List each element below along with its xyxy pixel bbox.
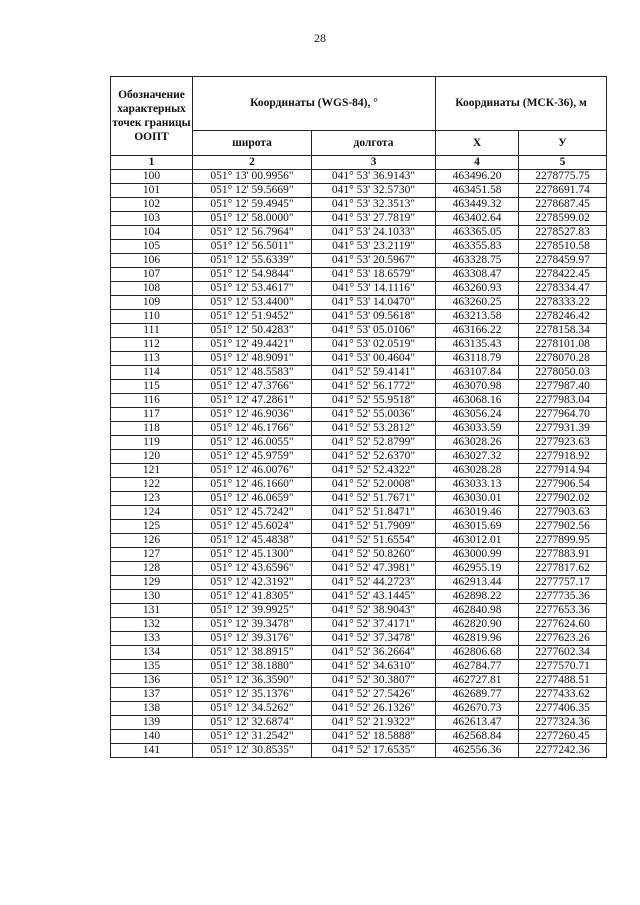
- table-row: [111, 394, 607, 408]
- table-row: [111, 548, 607, 562]
- point-number-cell: 125: [111, 520, 193, 534]
- longitude-cell: 041° 52' 52.8799": [312, 436, 436, 450]
- latitude-cell: 051° 12' 45.9759": [193, 450, 312, 464]
- longitude-cell: 041° 52' 21.9322": [312, 716, 436, 730]
- y-coordinate-cell: 2277817.62: [519, 562, 607, 576]
- point-number-cell: 100: [111, 170, 193, 184]
- x-coordinate-cell: 463000.99: [436, 548, 519, 562]
- table-row: [111, 324, 607, 338]
- latitude-cell: 051° 12' 42.3192": [193, 576, 312, 590]
- longitude-cell: 041° 53' 02.0519": [312, 338, 436, 352]
- header-x: X: [436, 131, 519, 156]
- table-row: [111, 590, 607, 604]
- point-number-cell: 126: [111, 534, 193, 548]
- y-coordinate-cell: 2278599.02: [519, 212, 607, 226]
- latitude-cell: 051° 12' 47.3766": [193, 380, 312, 394]
- x-coordinate-cell: 462898.22: [436, 590, 519, 604]
- latitude-cell: 051° 12' 35.1376": [193, 688, 312, 702]
- table-row: [111, 212, 607, 226]
- point-number-cell: 132: [111, 618, 193, 632]
- y-coordinate-cell: 2278691.74: [519, 184, 607, 198]
- longitude-cell: 041° 52' 18.5888": [312, 730, 436, 744]
- x-coordinate-cell: 462727.81: [436, 674, 519, 688]
- x-coordinate-cell: 463135.43: [436, 338, 519, 352]
- y-coordinate-cell: 2277433.62: [519, 688, 607, 702]
- longitude-cell: 041° 52' 51.7909": [312, 520, 436, 534]
- point-number-cell: 140: [111, 730, 193, 744]
- table-row: [111, 380, 607, 394]
- y-coordinate-cell: 2277260.45: [519, 730, 607, 744]
- longitude-cell: 041° 53' 32.3513": [312, 198, 436, 212]
- latitude-cell: 051° 12' 45.1300": [193, 548, 312, 562]
- latitude-cell: 051° 12' 47.2861": [193, 394, 312, 408]
- x-coordinate-cell: 462556.36: [436, 744, 519, 758]
- x-coordinate-cell: 463355.83: [436, 240, 519, 254]
- longitude-cell: 041° 52' 27.5426": [312, 688, 436, 702]
- column-number: 3: [312, 156, 436, 170]
- x-coordinate-cell: 462840.98: [436, 604, 519, 618]
- y-coordinate-cell: 2277987.40: [519, 380, 607, 394]
- header-y: У: [519, 131, 607, 156]
- table-row: [111, 352, 607, 366]
- longitude-cell: 041° 52' 37.3478": [312, 632, 436, 646]
- longitude-cell: 041° 53' 00.4604": [312, 352, 436, 366]
- longitude-cell: 041° 53' 24.1033": [312, 226, 436, 240]
- longitude-cell: 041° 52' 55.0036": [312, 408, 436, 422]
- table-row: [111, 184, 607, 198]
- y-coordinate-cell: 2277931.39: [519, 422, 607, 436]
- point-number-cell: 105: [111, 240, 193, 254]
- x-coordinate-cell: 462613.47: [436, 716, 519, 730]
- y-coordinate-cell: 2278070.28: [519, 352, 607, 366]
- table-row: [111, 422, 607, 436]
- x-coordinate-cell: 463033.59: [436, 422, 519, 436]
- longitude-cell: 041° 52' 43.1445": [312, 590, 436, 604]
- x-coordinate-cell: 463027.32: [436, 450, 519, 464]
- table-row: [111, 506, 607, 520]
- longitude-cell: 041° 52' 17.6535": [312, 744, 436, 758]
- y-coordinate-cell: 2277902.02: [519, 492, 607, 506]
- table-row: [111, 744, 607, 758]
- point-number-cell: 112: [111, 338, 193, 352]
- y-coordinate-cell: 2277324.36: [519, 716, 607, 730]
- latitude-cell: 051° 12' 45.7242": [193, 506, 312, 520]
- table-row: [111, 478, 607, 492]
- x-coordinate-cell: 463213.58: [436, 310, 519, 324]
- table-row: [111, 730, 607, 744]
- point-number-cell: 103: [111, 212, 193, 226]
- latitude-cell: 051° 12' 39.3176": [193, 632, 312, 646]
- y-coordinate-cell: 2278527.83: [519, 226, 607, 240]
- longitude-cell: 041° 53' 09.5618": [312, 310, 436, 324]
- longitude-cell: 041° 52' 51.8471": [312, 506, 436, 520]
- point-number-cell: 129: [111, 576, 193, 590]
- latitude-cell: 051° 12' 53.4400": [193, 296, 312, 310]
- x-coordinate-cell: 462784.77: [436, 660, 519, 674]
- longitude-cell: 041° 52' 52.4322": [312, 464, 436, 478]
- x-coordinate-cell: 462913.44: [436, 576, 519, 590]
- longitude-cell: 041° 53' 14.0470": [312, 296, 436, 310]
- table-row: [111, 520, 607, 534]
- point-number-cell: 122: [111, 478, 193, 492]
- table-row: [111, 576, 607, 590]
- latitude-cell: 051° 12' 46.1660": [193, 478, 312, 492]
- latitude-cell: 051° 12' 50.4283": [193, 324, 312, 338]
- table-row: [111, 408, 607, 422]
- y-coordinate-cell: 2277242.36: [519, 744, 607, 758]
- point-number-cell: 124: [111, 506, 193, 520]
- point-number-cell: 110: [111, 310, 193, 324]
- latitude-cell: 051° 12' 56.5011": [193, 240, 312, 254]
- table-row: [111, 674, 607, 688]
- y-coordinate-cell: 2278775.75: [519, 170, 607, 184]
- latitude-cell: 051° 12' 41.8305": [193, 590, 312, 604]
- x-coordinate-cell: 463260.25: [436, 296, 519, 310]
- point-number-cell: 127: [111, 548, 193, 562]
- x-coordinate-cell: 463028.28: [436, 464, 519, 478]
- latitude-cell: 051° 12' 46.1766": [193, 422, 312, 436]
- header-designation: Обозначение характерных точек границы ООПТ: [111, 77, 193, 156]
- latitude-cell: 051° 12' 38.8915": [193, 646, 312, 660]
- table-row: [111, 562, 607, 576]
- y-coordinate-cell: 2277653.36: [519, 604, 607, 618]
- y-coordinate-cell: 2277406.35: [519, 702, 607, 716]
- y-coordinate-cell: 2278334.47: [519, 282, 607, 296]
- y-coordinate-cell: 2277757.17: [519, 576, 607, 590]
- table-column-numbers-row: [111, 156, 607, 170]
- table-row: [111, 198, 607, 212]
- y-coordinate-cell: 2278333.22: [519, 296, 607, 310]
- latitude-cell: 051° 12' 53.4617": [193, 282, 312, 296]
- header-latitude: широта: [193, 131, 312, 156]
- latitude-cell: 051° 12' 59.5669": [193, 184, 312, 198]
- x-coordinate-cell: 463260.93: [436, 282, 519, 296]
- y-coordinate-cell: 2278422.45: [519, 268, 607, 282]
- y-coordinate-cell: 2277914.94: [519, 464, 607, 478]
- point-number-cell: 114: [111, 366, 193, 380]
- point-number-cell: 113: [111, 352, 193, 366]
- point-number-cell: 109: [111, 296, 193, 310]
- table-row: [111, 450, 607, 464]
- longitude-cell: 041° 53' 23.2119": [312, 240, 436, 254]
- latitude-cell: 051° 12' 55.6339": [193, 254, 312, 268]
- table-row: [111, 702, 607, 716]
- longitude-cell: 041° 52' 51.7671": [312, 492, 436, 506]
- x-coordinate-cell: 462568.84: [436, 730, 519, 744]
- y-coordinate-cell: 2278510.58: [519, 240, 607, 254]
- latitude-cell: 051° 12' 59.4945": [193, 198, 312, 212]
- y-coordinate-cell: 2277570.71: [519, 660, 607, 674]
- y-coordinate-cell: 2277983.04: [519, 394, 607, 408]
- longitude-cell: 041° 52' 36.2664": [312, 646, 436, 660]
- latitude-cell: 051° 12' 45.6024": [193, 520, 312, 534]
- point-number-cell: 131: [111, 604, 193, 618]
- column-number: 5: [519, 156, 607, 170]
- y-coordinate-cell: 2278158.34: [519, 324, 607, 338]
- longitude-cell: 041° 52' 59.4141": [312, 366, 436, 380]
- latitude-cell: 051° 12' 36.3590": [193, 674, 312, 688]
- y-coordinate-cell: 2277624.60: [519, 618, 607, 632]
- y-coordinate-cell: 2278101.08: [519, 338, 607, 352]
- header-wgs84: Координаты (WGS-84), °: [193, 77, 436, 131]
- point-number-cell: 115: [111, 380, 193, 394]
- point-number-cell: 108: [111, 282, 193, 296]
- latitude-cell: 051° 12' 43.6596": [193, 562, 312, 576]
- table-row: [111, 534, 607, 548]
- latitude-cell: 051° 12' 48.9091": [193, 352, 312, 366]
- x-coordinate-cell: 462820.90: [436, 618, 519, 632]
- y-coordinate-cell: 2277488.51: [519, 674, 607, 688]
- coordinates-table: [110, 76, 607, 758]
- longitude-cell: 041° 52' 37.4171": [312, 618, 436, 632]
- longitude-cell: 041° 52' 50.8260": [312, 548, 436, 562]
- point-number-cell: 133: [111, 632, 193, 646]
- point-number-cell: 106: [111, 254, 193, 268]
- longitude-cell: 041° 52' 44.2723": [312, 576, 436, 590]
- column-number: 2: [193, 156, 312, 170]
- table-header-row: [111, 77, 607, 131]
- longitude-cell: 041° 53' 20.5967": [312, 254, 436, 268]
- latitude-cell: 051° 12' 46.0055": [193, 436, 312, 450]
- y-coordinate-cell: 2277735.36: [519, 590, 607, 604]
- y-coordinate-cell: 2277602.34: [519, 646, 607, 660]
- table-row: [111, 632, 607, 646]
- latitude-cell: 051° 12' 48.5583": [193, 366, 312, 380]
- latitude-cell: 051° 12' 34.5262": [193, 702, 312, 716]
- point-number-cell: 111: [111, 324, 193, 338]
- x-coordinate-cell: 463496.20: [436, 170, 519, 184]
- latitude-cell: 051° 12' 46.9036": [193, 408, 312, 422]
- y-coordinate-cell: 2277964.70: [519, 408, 607, 422]
- longitude-cell: 041° 52' 52.6370": [312, 450, 436, 464]
- table-row: [111, 310, 607, 324]
- x-coordinate-cell: 463451.58: [436, 184, 519, 198]
- x-coordinate-cell: 463012.01: [436, 534, 519, 548]
- point-number-cell: 120: [111, 450, 193, 464]
- longitude-cell: 041° 53' 27.7819": [312, 212, 436, 226]
- table-row: [111, 296, 607, 310]
- header-msk36: Координаты (МСК-36), м: [436, 77, 607, 131]
- x-coordinate-cell: 462689.77: [436, 688, 519, 702]
- latitude-cell: 051° 12' 49.4421": [193, 338, 312, 352]
- latitude-cell: 051° 12' 38.1880": [193, 660, 312, 674]
- table-row: [111, 716, 607, 730]
- point-number-cell: 128: [111, 562, 193, 576]
- latitude-cell: 051° 13' 00.9956": [193, 170, 312, 184]
- point-number-cell: 101: [111, 184, 193, 198]
- x-coordinate-cell: 463328.75: [436, 254, 519, 268]
- x-coordinate-cell: 463030.01: [436, 492, 519, 506]
- table-row: [111, 604, 607, 618]
- table-row: [111, 436, 607, 450]
- x-coordinate-cell: 462819.96: [436, 632, 519, 646]
- point-number-cell: 137: [111, 688, 193, 702]
- latitude-cell: 051° 12' 31.2542": [193, 730, 312, 744]
- point-number-cell: 102: [111, 198, 193, 212]
- x-coordinate-cell: 463015.69: [436, 520, 519, 534]
- point-number-cell: 134: [111, 646, 193, 660]
- longitude-cell: 041° 52' 51.6554": [312, 534, 436, 548]
- table-row: [111, 464, 607, 478]
- table-row: [111, 226, 607, 240]
- latitude-cell: 051° 12' 32.6874": [193, 716, 312, 730]
- column-number: 4: [436, 156, 519, 170]
- table-row: [111, 240, 607, 254]
- x-coordinate-cell: 462670.73: [436, 702, 519, 716]
- table-row: [111, 660, 607, 674]
- latitude-cell: 051° 12' 39.3478": [193, 618, 312, 632]
- table-row: [111, 618, 607, 632]
- x-coordinate-cell: 463068.16: [436, 394, 519, 408]
- table-row: [111, 338, 607, 352]
- y-coordinate-cell: 2278687.45: [519, 198, 607, 212]
- x-coordinate-cell: 463365.05: [436, 226, 519, 240]
- x-coordinate-cell: 463118.79: [436, 352, 519, 366]
- longitude-cell: 041° 53' 05.0106": [312, 324, 436, 338]
- y-coordinate-cell: 2277923.63: [519, 436, 607, 450]
- longitude-cell: 041° 53' 36.9143": [312, 170, 436, 184]
- longitude-cell: 041° 52' 30.3807": [312, 674, 436, 688]
- point-number-cell: 104: [111, 226, 193, 240]
- table-row: [111, 268, 607, 282]
- point-number-cell: 130: [111, 590, 193, 604]
- point-number-cell: 107: [111, 268, 193, 282]
- x-coordinate-cell: 463308.47: [436, 268, 519, 282]
- longitude-cell: 041° 52' 53.2812": [312, 422, 436, 436]
- longitude-cell: 041° 52' 47.3981": [312, 562, 436, 576]
- longitude-cell: 041° 52' 55.9518": [312, 394, 436, 408]
- header-longitude: долгота: [312, 131, 436, 156]
- longitude-cell: 041° 52' 52.0008": [312, 478, 436, 492]
- x-coordinate-cell: 462806.68: [436, 646, 519, 660]
- y-coordinate-cell: 2278459.97: [519, 254, 607, 268]
- y-coordinate-cell: 2277918.92: [519, 450, 607, 464]
- table-row: [111, 492, 607, 506]
- latitude-cell: 051° 12' 51.9452": [193, 310, 312, 324]
- point-number-cell: 117: [111, 408, 193, 422]
- y-coordinate-cell: 2277906.54: [519, 478, 607, 492]
- latitude-cell: 051° 12' 45.4838": [193, 534, 312, 548]
- point-number-cell: 118: [111, 422, 193, 436]
- table-row: [111, 688, 607, 702]
- table-row: [111, 254, 607, 268]
- table-row: [111, 282, 607, 296]
- x-coordinate-cell: 463402.64: [436, 212, 519, 226]
- point-number-cell: 116: [111, 394, 193, 408]
- longitude-cell: 041° 52' 26.1326": [312, 702, 436, 716]
- x-coordinate-cell: 463019.46: [436, 506, 519, 520]
- x-coordinate-cell: 463033.13: [436, 478, 519, 492]
- y-coordinate-cell: 2278050.03: [519, 366, 607, 380]
- page-number: 28: [314, 31, 326, 45]
- point-number-cell: 123: [111, 492, 193, 506]
- x-coordinate-cell: 463070.98: [436, 380, 519, 394]
- y-coordinate-cell: 2277902.56: [519, 520, 607, 534]
- point-number-cell: 138: [111, 702, 193, 716]
- longitude-cell: 041° 53' 14.1116": [312, 282, 436, 296]
- longitude-cell: 041° 53' 18.6579": [312, 268, 436, 282]
- latitude-cell: 051° 12' 54.9844": [193, 268, 312, 282]
- longitude-cell: 041° 52' 56.1772": [312, 380, 436, 394]
- point-number-cell: 136: [111, 674, 193, 688]
- y-coordinate-cell: 2277883.91: [519, 548, 607, 562]
- y-coordinate-cell: 2278246.42: [519, 310, 607, 324]
- latitude-cell: 051° 12' 58.0000": [193, 212, 312, 226]
- table-row: [111, 170, 607, 184]
- longitude-cell: 041° 52' 38.9043": [312, 604, 436, 618]
- longitude-cell: 041° 53' 32.5730": [312, 184, 436, 198]
- x-coordinate-cell: 463166.22: [436, 324, 519, 338]
- x-coordinate-cell: 463107.84: [436, 366, 519, 380]
- latitude-cell: 051° 12' 30.8535": [193, 744, 312, 758]
- point-number-cell: 119: [111, 436, 193, 450]
- longitude-cell: 041° 52' 34.6310": [312, 660, 436, 674]
- table-row: [111, 366, 607, 380]
- y-coordinate-cell: 2277899.95: [519, 534, 607, 548]
- point-number-cell: 141: [111, 744, 193, 758]
- column-number: 1: [111, 156, 193, 170]
- point-number-cell: 139: [111, 716, 193, 730]
- table-row: [111, 646, 607, 660]
- point-number-cell: 135: [111, 660, 193, 674]
- y-coordinate-cell: 2277903.63: [519, 506, 607, 520]
- latitude-cell: 051° 12' 39.9925": [193, 604, 312, 618]
- x-coordinate-cell: 463056.24: [436, 408, 519, 422]
- x-coordinate-cell: 462955.19: [436, 562, 519, 576]
- point-number-cell: 121: [111, 464, 193, 478]
- x-coordinate-cell: 463028.26: [436, 436, 519, 450]
- x-coordinate-cell: 463449.32: [436, 198, 519, 212]
- latitude-cell: 051° 12' 46.0076": [193, 464, 312, 478]
- latitude-cell: 051° 12' 56.7964": [193, 226, 312, 240]
- latitude-cell: 051° 12' 46.0659": [193, 492, 312, 506]
- y-coordinate-cell: 2277623.26: [519, 632, 607, 646]
